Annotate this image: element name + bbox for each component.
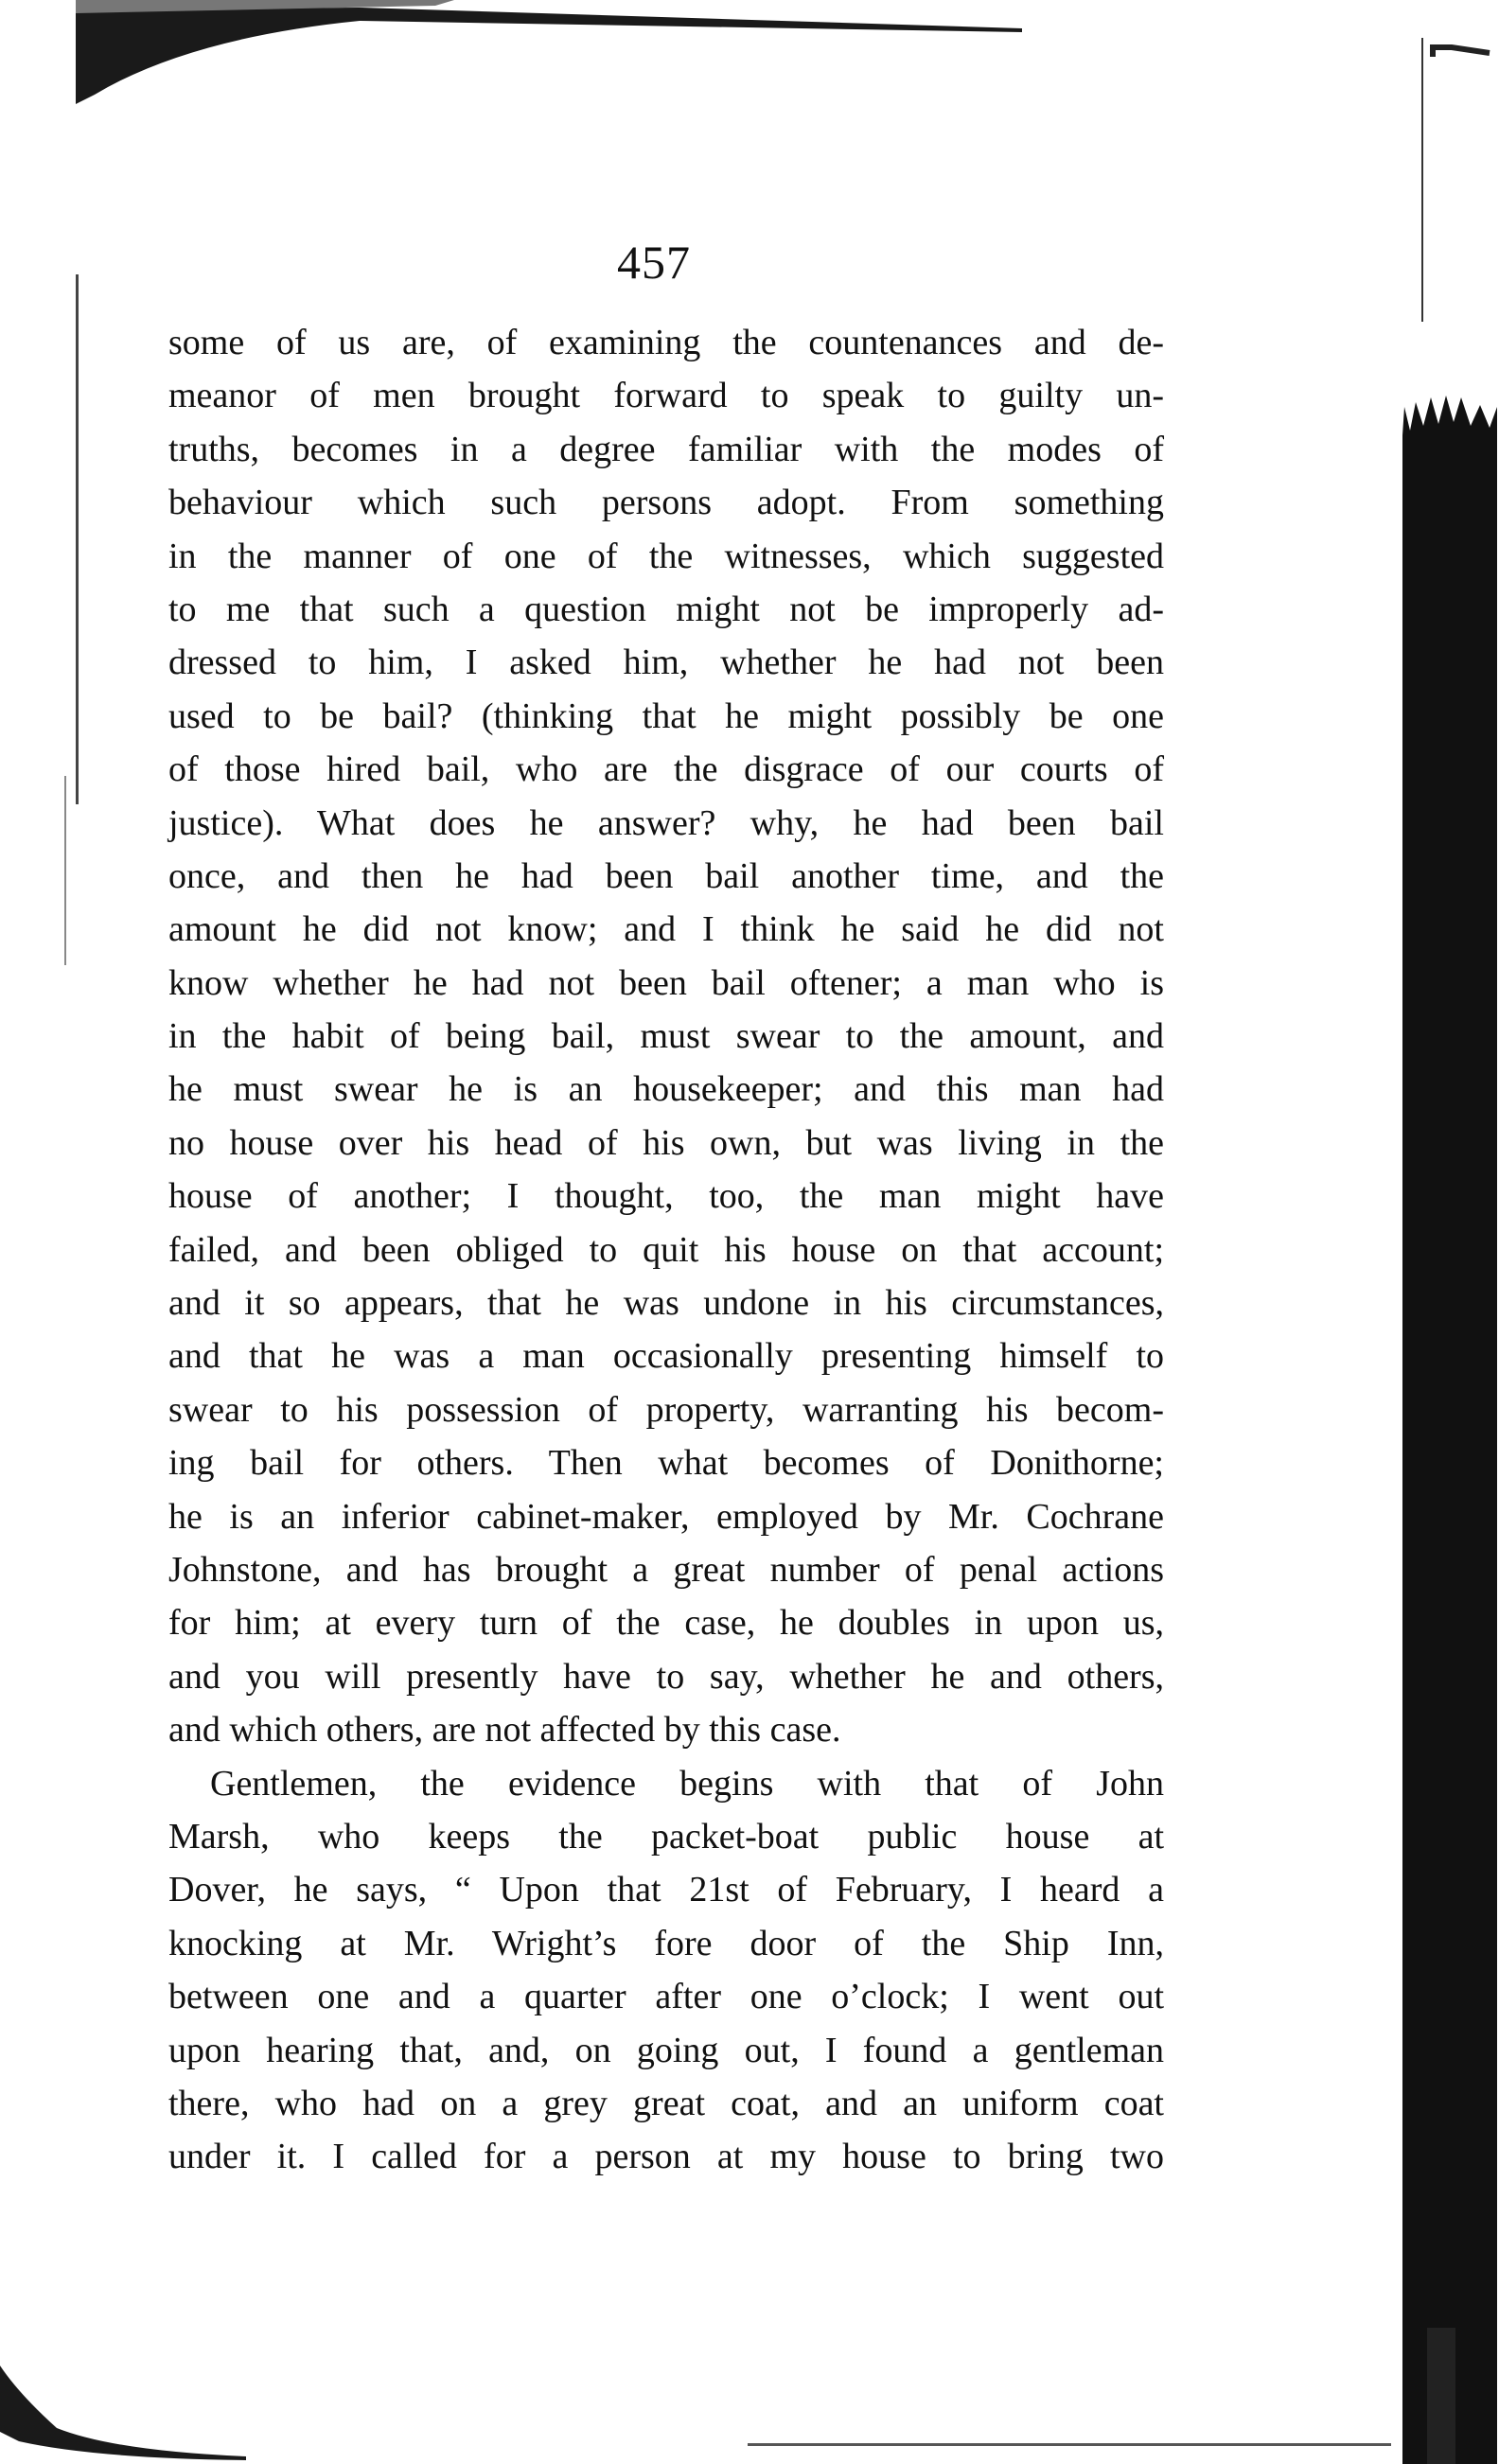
text-line: meanor of men brought forward to speak to guilty un- [168,376,1164,416]
scan-left-line-lower [64,776,66,965]
text-line: behaviour which such persons adopt. From something [168,483,1164,523]
text-line: upon hearing that, and, on going out, I found a gentleman [168,2030,1164,2070]
text-line: truths, becomes in a degree familiar with the modes of [168,429,1164,469]
text-line: justice). What does he answer? why, he had been bail [168,802,1164,843]
text-line: and that he was a man occasionally presenting himself to [168,1336,1164,1377]
scan-shadow-bottom-left [0,2337,246,2464]
text-line: dressed to him, I asked him, whether he had not been [168,642,1164,683]
text-line: and which others, are not affected by this case. [168,1710,841,1751]
text-line: Johnstone, and has brought a great number of penal actions [168,1549,1164,1590]
text-line: once, and then he had been bail another time, and the [168,855,1164,896]
text-line: to me that such a question might not be improperly ad- [168,589,1164,629]
text-line: and you will presently have to say, whether he and others, [168,1656,1164,1697]
text-line: ing bail for others. Then what becomes of Donithorne; [168,1443,1164,1484]
text-line: swear to his possession of property, warranting his becom- [168,1389,1164,1430]
text-line: house of another; I thought, too, the man might have [168,1176,1164,1217]
text-line: under it. I called for a person at my house to bring two [168,2137,1164,2177]
text-line: between one and a quarter after one o’clock; I went out [168,1977,1164,2017]
text-line: no house over his head of his own, but was living in the [168,1122,1164,1163]
text-line: used to be bail? (thinking that he might possibly be one [168,695,1164,736]
text-line: know whether he had not been bail oftener; a man who is [168,962,1164,1003]
text-line: he is an inferior cabinet-maker, employed by Mr. Cochrane [168,1496,1164,1537]
body-text [168,316,1164,2184]
scan-shadow-top [76,0,1022,104]
page-number: 457 [617,236,691,289]
text-line: Gentlemen, the evidence begins with that of John [210,1763,1164,1804]
text-line: in the manner of one of the witnesses, which suggested [168,536,1164,576]
text-line: of those hired bail, who are the disgrace of our courts of [168,749,1164,790]
text-line: some of us are, of examining the countenances and de- [168,323,1164,362]
text-line: failed, and been obliged to quit his house on that account; [168,1229,1164,1270]
scan-left-line [76,274,79,804]
text-line: amount he did not know; and I think he said he did not [168,909,1164,950]
text-line: and it so appears, that he was undone in his circumstances, [168,1283,1164,1324]
text-line: Marsh, who keeps the packet-boat public house at [168,1816,1164,1857]
scan-bottom-line [748,2443,1391,2446]
text-line: he must swear he is an housekeeper; and this man had [168,1069,1164,1110]
text-line: in the habit of being bail, must swear to the amount, and [168,1016,1164,1057]
text-line: knocking at Mr. Wright’s fore door of the Ship Inn, [168,1923,1164,1963]
text-line: for him; at every turn of the case, he doubles in upon us, [168,1603,1164,1644]
text-line: Dover, he says, “ Upon that 21st of February, I heard a [168,1870,1164,1910]
text-line: there, who had on a grey great coat, and an uniform coat [168,2083,1164,2123]
scan-right-edge [1385,0,1499,2464]
